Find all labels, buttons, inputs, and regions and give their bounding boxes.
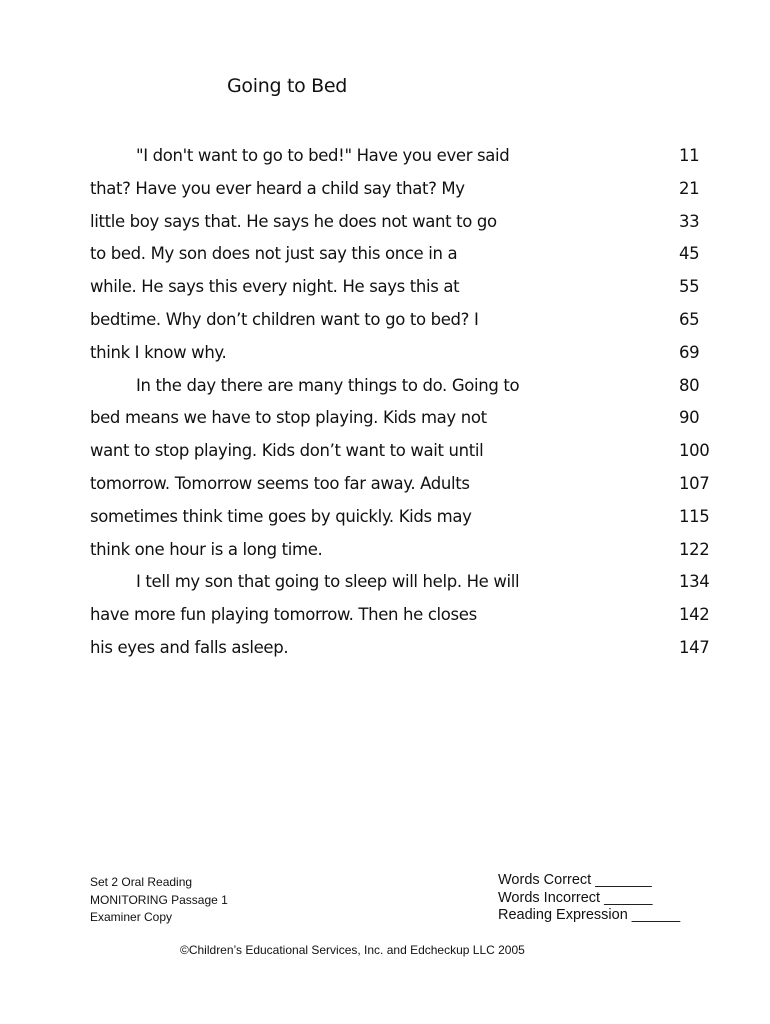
words-incorrect-field: Words Incorrect ______ bbox=[498, 889, 653, 906]
footer-passage-info bbox=[90, 874, 228, 927]
footer-scoring bbox=[498, 872, 680, 925]
line-text: In the day there are many things to do. Going to bbox=[136, 375, 520, 395]
line-text: his eyes and falls asleep. bbox=[90, 637, 289, 657]
word-count: 69 bbox=[679, 342, 700, 362]
line-text: want to stop playing. Kids don’t want to wait until bbox=[90, 441, 484, 461]
word-count: 11 bbox=[679, 146, 700, 165]
passage-line bbox=[90, 173, 710, 206]
passage-line bbox=[90, 206, 710, 239]
passage-line bbox=[90, 304, 710, 337]
word-count: 122 bbox=[679, 539, 710, 559]
passage-body bbox=[90, 140, 710, 665]
line-text: little boy says that. He says he does not want to go bbox=[90, 211, 497, 231]
words-correct-field: Words Correct _______ bbox=[498, 872, 652, 888]
word-count: 33 bbox=[679, 211, 700, 231]
word-count: 107 bbox=[679, 473, 710, 493]
set-label: Set 2 Oral Reading bbox=[90, 875, 193, 889]
word-count: 55 bbox=[679, 277, 700, 297]
word-count: 134 bbox=[679, 572, 710, 592]
line-text: to bed. My son does not just say this once in a bbox=[90, 244, 458, 264]
line-text: think one hour is a long time. bbox=[90, 539, 323, 559]
passage-line bbox=[90, 402, 710, 435]
copy-label: Examiner Copy bbox=[90, 910, 173, 924]
line-text: while. He says this every night. He says this at bbox=[90, 277, 460, 297]
line-text: that? Have you ever heard a child say that? My bbox=[90, 178, 465, 198]
line-text: "I don't want to go to bed!" Have you ever said bbox=[136, 146, 510, 165]
passage-line bbox=[90, 468, 710, 501]
line-text: I tell my son that going to sleep will help. He will bbox=[136, 572, 520, 592]
passage-line bbox=[90, 501, 710, 534]
word-count: 21 bbox=[679, 178, 700, 198]
word-count: 115 bbox=[679, 506, 710, 526]
passage-line bbox=[90, 140, 710, 173]
word-count: 142 bbox=[679, 605, 710, 625]
word-count: 100 bbox=[679, 441, 710, 461]
line-text: think I know why. bbox=[90, 342, 227, 362]
passage-line bbox=[90, 599, 710, 632]
passage-label: MONITORING Passage 1 bbox=[90, 892, 228, 907]
line-text: have more fun playing tomorrow. Then he closes bbox=[90, 605, 477, 625]
passage-line bbox=[90, 435, 710, 468]
reading-expression-field: Reading Expression ______ bbox=[498, 907, 681, 923]
line-text: tomorrow. Tomorrow seems too far away. Adults bbox=[90, 473, 470, 493]
word-count: 65 bbox=[679, 309, 700, 329]
word-count: 147 bbox=[679, 637, 710, 657]
line-text: bed means we have to stop playing. Kids may not bbox=[90, 408, 487, 428]
passage-line bbox=[90, 238, 710, 271]
passage-line bbox=[90, 632, 710, 665]
passage-title: Going to Bed bbox=[227, 75, 348, 97]
passage-line bbox=[90, 566, 710, 599]
line-text: sometimes think time goes by quickly. Kids may bbox=[90, 506, 472, 526]
word-count: 90 bbox=[679, 408, 700, 428]
passage-line bbox=[90, 271, 710, 304]
word-count: 45 bbox=[679, 244, 700, 264]
passage-line bbox=[90, 370, 710, 403]
passage-line bbox=[90, 534, 710, 567]
passage-line bbox=[90, 337, 710, 370]
word-count: 80 bbox=[679, 375, 700, 395]
line-text: bedtime. Why don’t children want to go to bed? I bbox=[90, 309, 479, 329]
copyright-notice: ©Children’s Educational Services, Inc. and Edcheckup LLC 2005 bbox=[180, 943, 525, 957]
